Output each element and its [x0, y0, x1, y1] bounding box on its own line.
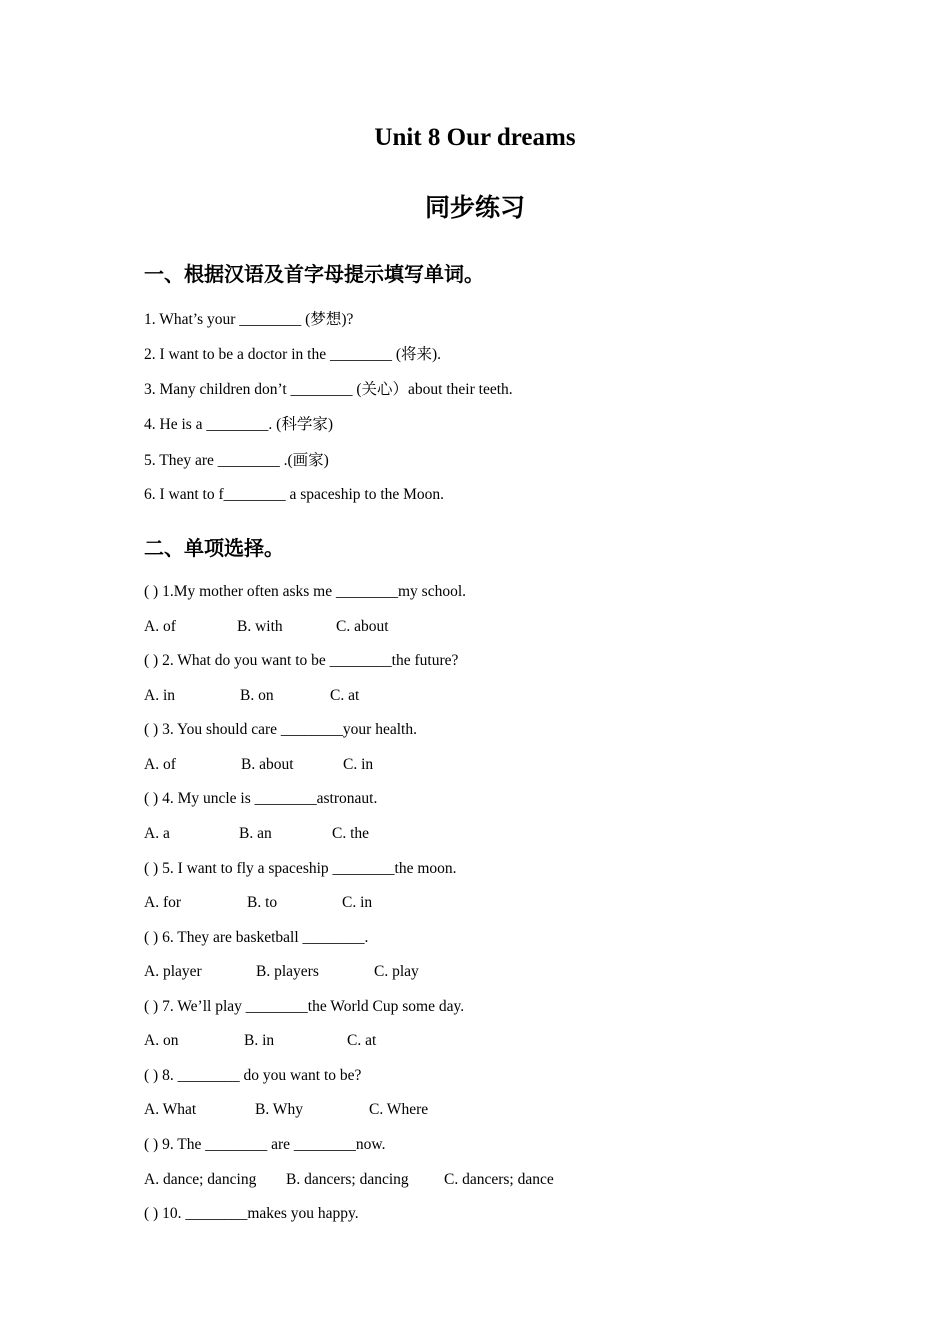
page-title: Unit 8 Our dreams: [374, 124, 576, 151]
option-b: B. in: [244, 1032, 275, 1049]
option-c: C. about: [336, 618, 389, 635]
option-c: C. the: [332, 825, 370, 842]
question-3: ( ) 3. You should care ________your health.: [144, 721, 417, 738]
option-c: C. in: [343, 756, 374, 773]
question-4: ( ) 4. My uncle is ________astronaut.: [144, 790, 378, 807]
option-b: B. about: [241, 756, 294, 773]
fill-item-6: 6. I want to f________ a spaceship to the Moon.: [144, 486, 445, 503]
question-5: ( ) 5. I want to fly a spaceship ________the moon.: [144, 860, 457, 877]
fill-item-2: 2. I want to be a doctor in the ________ (将来).: [144, 346, 442, 363]
fill-item-1: 1. What’s your ________ (梦想)?: [144, 311, 354, 328]
question-9: ( ) 9. The ________ are ________now.: [144, 1136, 386, 1153]
option-a: A. dance; dancing: [144, 1171, 257, 1188]
option-b: B. an: [239, 825, 272, 842]
option-c: C. at: [347, 1032, 377, 1049]
option-a: A. of: [144, 618, 176, 635]
option-c: C. dancers; dance: [444, 1171, 554, 1188]
section-2-heading: 二、单项选择。: [144, 536, 284, 560]
option-a: A. of: [144, 756, 176, 773]
option-b: B. players: [256, 963, 319, 980]
option-a: A. on: [144, 1032, 179, 1049]
option-c: C. play: [374, 963, 419, 980]
option-b: B. dancers; dancing: [286, 1171, 409, 1188]
option-a: A. for: [144, 894, 182, 911]
question-7: ( ) 7. We’ll play ________the World Cup some day.: [144, 998, 465, 1015]
option-b: B. to: [247, 894, 278, 911]
question-1: ( ) 1.My mother often asks me ________my school.: [144, 583, 467, 600]
question-8: ( ) 8. ________ do you want to be?: [144, 1067, 362, 1084]
option-a: A. in: [144, 687, 175, 704]
option-a: A. player: [144, 963, 202, 980]
fill-item-3: 3. Many children don’t ________ (关心）about their teeth.: [144, 381, 513, 398]
option-b: B. Why: [255, 1101, 303, 1118]
question-2: ( ) 2. What do you want to be ________the future?: [144, 652, 459, 669]
question-6: ( ) 6. They are basketball ________.: [144, 929, 369, 946]
fill-item-4: 4. He is a ________. (科学家): [144, 416, 333, 433]
option-a: A. What: [144, 1101, 197, 1118]
fill-item-5: 5. They are ________ .(画家): [144, 452, 329, 469]
page-subtitle: 同步练习: [424, 193, 525, 222]
option-c: C. at: [330, 687, 360, 704]
option-b: B. with: [237, 618, 283, 635]
option-c: C. in: [342, 894, 373, 911]
option-a: A. a: [144, 825, 170, 842]
option-b: B. on: [240, 687, 274, 704]
section-1-heading: 一、根据汉语及首字母提示填写单词。: [144, 262, 484, 286]
question-10: ( ) 10. ________makes you happy.: [144, 1205, 359, 1222]
option-c: C. Where: [369, 1101, 429, 1118]
